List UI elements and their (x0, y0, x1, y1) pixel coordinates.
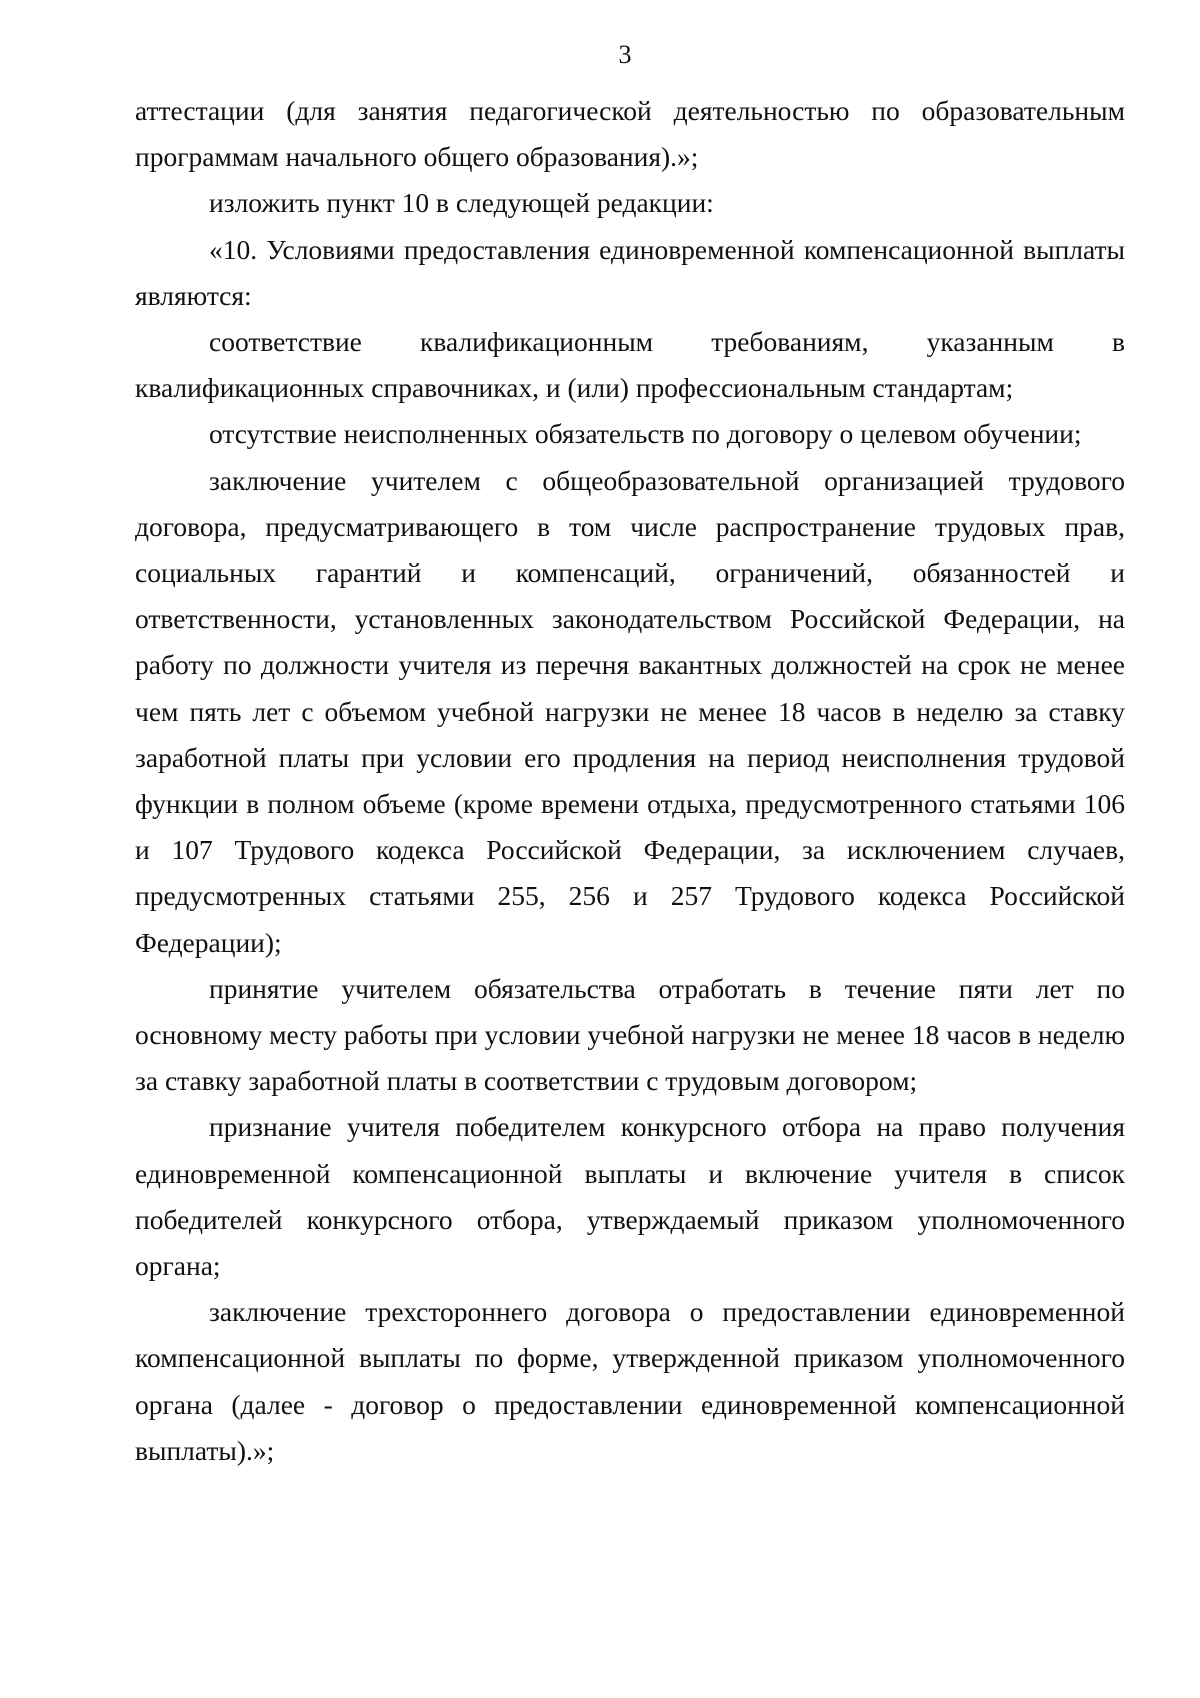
paragraph-no-unfulfilled-obligations: отсутствие неисполненных обязательств по договору о целевом обучении; (209, 418, 1082, 450)
document-body (135, 88, 1125, 1474)
paragraph-amend-item-10: изложить пункт 10 в следующей редакции: (209, 187, 714, 219)
paragraph-work-obligation: принятие учителем обязательства отработать в течение пяти лет по основному месту работы при условии учебной нагрузки не менее 18 часов в неделю за ставку заработной платы в соответствии с трудовым договором; (135, 972, 1125, 1097)
paragraph-competition-winner: признание учителя победителем конкурсного отбора на право получения единовременной компенсационной выплаты и включение учителя в список победителей конкурсного отбора, утверждаемый приказом уполномоченного органа; (135, 1111, 1125, 1282)
paragraph-attestation-end: аттестации (для занятия педагогической деятельностью по образовательным программам начального общего образования).»; (135, 95, 1125, 173)
paragraph-qualification-compliance: соответствие квалификационным требованиям, указанным в квалификационных справочниках, и (или) профессиональным стандартам; (135, 326, 1125, 404)
paragraph-conditions-intro: «10. Условиями предоставления единовременной компенсационной выплаты являются: (135, 233, 1125, 311)
page-number: 3 (618, 40, 632, 69)
paragraph-employment-contract: заключение учителем с общеобразовательной организацией трудового договора, предусматривающего в том числе распространение трудовых прав, социальных гарантий и компенсаций, ограничений, обязанностей и ответственности, установленных законодательством Российской Федерации, на работу по должности учителя из перечня вакантных должностей на срок не менее чем пять лет с объемом учебной нагрузки не менее 18 часов в неделю за ставку заработной платы при условии его продления на период неисполнения трудовой функции в полном объеме (кроме времени отдыха, предусмотренного статьями 106 и 107 Трудового кодекса Российской Федерации, за исключением случаев, предусмотренных статьями 255, 256 и 257 Трудового кодекса Российской Федерации); (135, 464, 1125, 958)
paragraph-tripartite-agreement: заключение трехстороннего договора о предоставлении единовременной компенсационной выплаты по форме, утвержденной приказом уполномоченного органа (далее - договор о предоставлении единовременной компенсационной выплаты).»; (135, 1296, 1125, 1466)
